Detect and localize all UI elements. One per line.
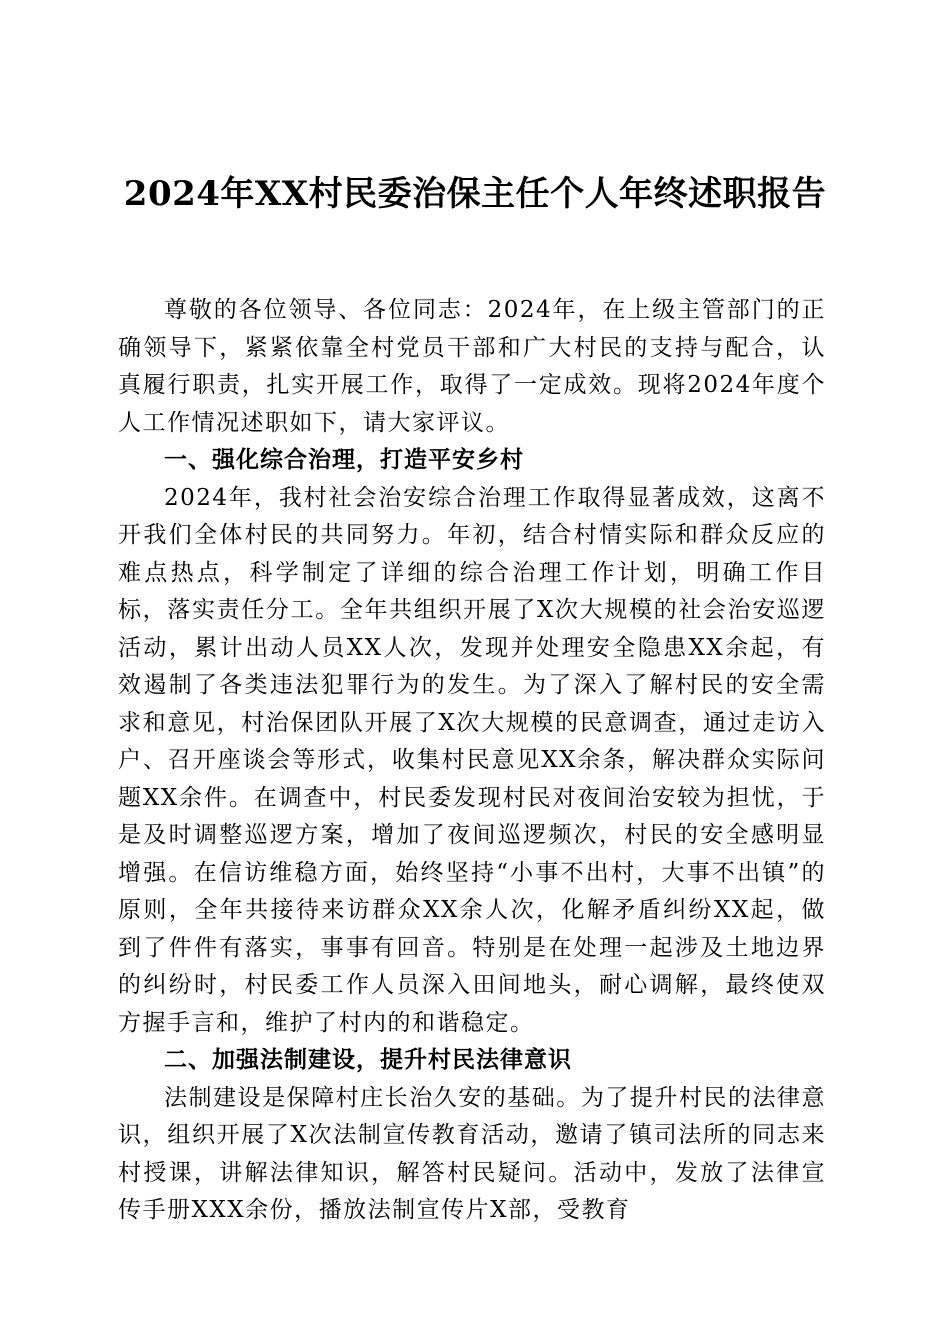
section-paragraph-1: 2024年，我村社会治安综合治理工作取得显著成效，这离不开我们全体村民的共同努力。年初，结合村情实际和群众反应的难点热点，科学制定了详细的综合治理工作计划，明确工作目标，落实责任分工。全年共组织开展了X次大规模的社会治安巡逻活动，累计出动人员XX人次，发现并处理安全隐患XX余起，有效遏制了各类违法犯罪行为的发生。为了深入了解村民的安全需求和意见，村治保团队开展了X次大规模的民意调查，通过走访入户、召开座谈会等形式，收集村民意见XX余条，解决群众实际问题XX余件。在调查中，村民委发现村民对夜间治安较为担忧，于是及时调整巡逻方案，增加了夜间巡逻频次，村民的安全感明显增强。在信访维稳方面，始终坚持“小事不出村，大事不出镇”的原则，全年共接待来访群众XX余人次，化解矛盾纠纷XX起，做到了件件有落实，事事有回音。特别是在处理一起涉及土地边界的纠纷时，村民委工作人员深入田间地头，耐心调解，最终使双方握手言和，维护了村内的和谐稳定。: [118, 484, 826, 1036]
section-heading-1: 一、强化综合治理，打造平安乡村: [164, 447, 524, 473]
document-title: 2024年XX村民委治保主任个人年终述职报告: [123, 174, 827, 214]
intro-paragraph: 尊敬的各位领导、各位同志：2024年，在上级主管部门的正确领导下，紧紧依靠全村党员干部和广大村民的支持与配合，认真履行职责，扎实开展工作，取得了一定成效。现将2024年度个人工作情况述职如下，请大家评议。: [118, 297, 826, 436]
section-paragraph-2: 法制建设是保障村庄长治久安的基础。为了提升村民的法律意识，组织开展了X次法制宣传教育活动，邀请了镇司法所的同志来村授课，讲解法律知识，解答村民疑问。活动中，发放了法律宣传手册XXX余份，播放法制宣传片X部，受教育: [118, 1084, 826, 1223]
section-heading-2: 二、加强法制建设，提升村民法律意识: [164, 1047, 572, 1073]
document-body: [118, 292, 826, 1230]
